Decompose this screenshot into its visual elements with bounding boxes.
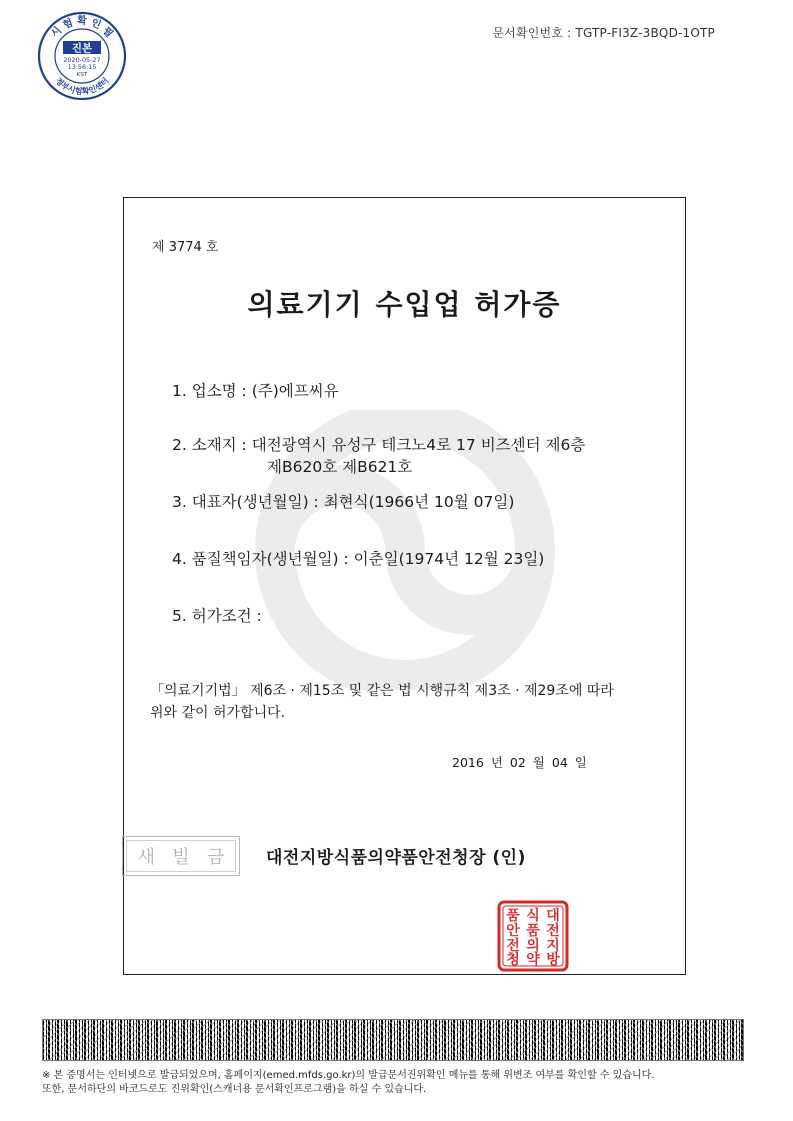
issuing-authority: 대전지방식품의약품안전청장 (인) [266, 848, 526, 868]
official-seal-icon [497, 900, 569, 972]
item-label: 3. 대표자(생년월일) : [172, 493, 324, 511]
seal-glyph: 청 [506, 952, 520, 968]
registration-number: 제 3774 호 [152, 240, 219, 255]
verification-barcode [42, 1019, 744, 1061]
stamp-char: 금 [206, 847, 225, 868]
legal-statement-line2: 위와 같이 허가합니다. [150, 705, 286, 721]
item-representative [172, 490, 514, 512]
item-label: 1. 업소명 : [172, 382, 252, 400]
seal-glyph: 품 [506, 908, 520, 924]
issue-day-unit: 일 [574, 755, 587, 770]
issue-year-unit: 년 [490, 755, 503, 770]
seal-glyph: 품 [526, 923, 540, 939]
item-value: 이춘일(1974년 12월 23일) [353, 550, 545, 568]
issue-month-unit: 월 [532, 755, 545, 770]
seal-time: 13:56:15 [67, 63, 97, 71]
item-quality-manager [172, 547, 544, 569]
footnote-line2: 또한, 문서하단의 바코드로도 진위확인(스캐너용 문서확인프로그램)을 하실 수 있습니다. [42, 1084, 427, 1095]
footnote-line1: ※ 본 증명서는 인터넷으로 발급되었으며, 홈페이지(emed.mfds.go.kr)의 발급문서진위확인 메뉴를 통해 위변조 여부를 확인할 수 있습니다. [42, 1070, 655, 1081]
item-label: 5. 허가조건 : [172, 607, 262, 625]
item-conditions [172, 604, 262, 626]
item-label: 4. 품질책임자(생년월일) : [172, 550, 354, 568]
issue-year: 2016 [452, 755, 484, 770]
seal-glyph: 전 [506, 938, 520, 954]
item-value: 최현식(1966년 10월 07일) [323, 493, 515, 511]
issue-day: 04 [551, 755, 568, 770]
item-business-name [172, 379, 339, 401]
page-title: 의료기기 수입업 허가증 [247, 288, 562, 321]
seal-tz: KST [76, 72, 88, 78]
item-label: 2. 소재지 : [172, 436, 252, 454]
item-address-line2: 제B620호 제B621호 [267, 458, 413, 476]
seal-glyph: 지 [546, 938, 560, 954]
seal-glyph: 대 [546, 908, 560, 924]
seal-glyph: 전 [546, 923, 560, 939]
seal-glyph: 방 [546, 952, 560, 968]
item-value: 대전광역시 유성구 테크노4로 17 비즈센터 제6층 [251, 436, 586, 454]
item-value: (주)에프씨유 [251, 382, 339, 400]
seal-glyph: 식 [526, 908, 540, 924]
seal-date: 2020-05-27 [63, 56, 101, 64]
stamp-char: 새 [137, 847, 156, 868]
issue-date [452, 753, 594, 771]
seal-bottom-text: 정부시험확인센터 [53, 76, 111, 97]
verification-seal-icon [36, 10, 128, 102]
document-number: 문서확인번호 : TGTP-FI3Z-3BQD-1OTP [492, 26, 715, 40]
svg-text:시 험 확 인 필 [49, 14, 116, 40]
seal-glyph: 의 [526, 938, 540, 954]
seal-top-text: 시 험 확 인 필 [49, 16, 115, 40]
seal-glyph: 약 [526, 952, 540, 968]
legal-statement-line1: 「의료기기법」 제6조 · 제15조 및 같은 법 시행규칙 제3조 · 제29조에 따라 [150, 683, 614, 699]
seal-glyph: 안 [506, 923, 520, 939]
legal-statement [150, 680, 670, 724]
seal-center-text: 진본 [71, 42, 93, 55]
revenue-stamp-box [122, 836, 240, 876]
item-address [172, 433, 585, 455]
issue-month: 02 [509, 755, 526, 770]
stamp-char: 빌 [172, 847, 190, 868]
